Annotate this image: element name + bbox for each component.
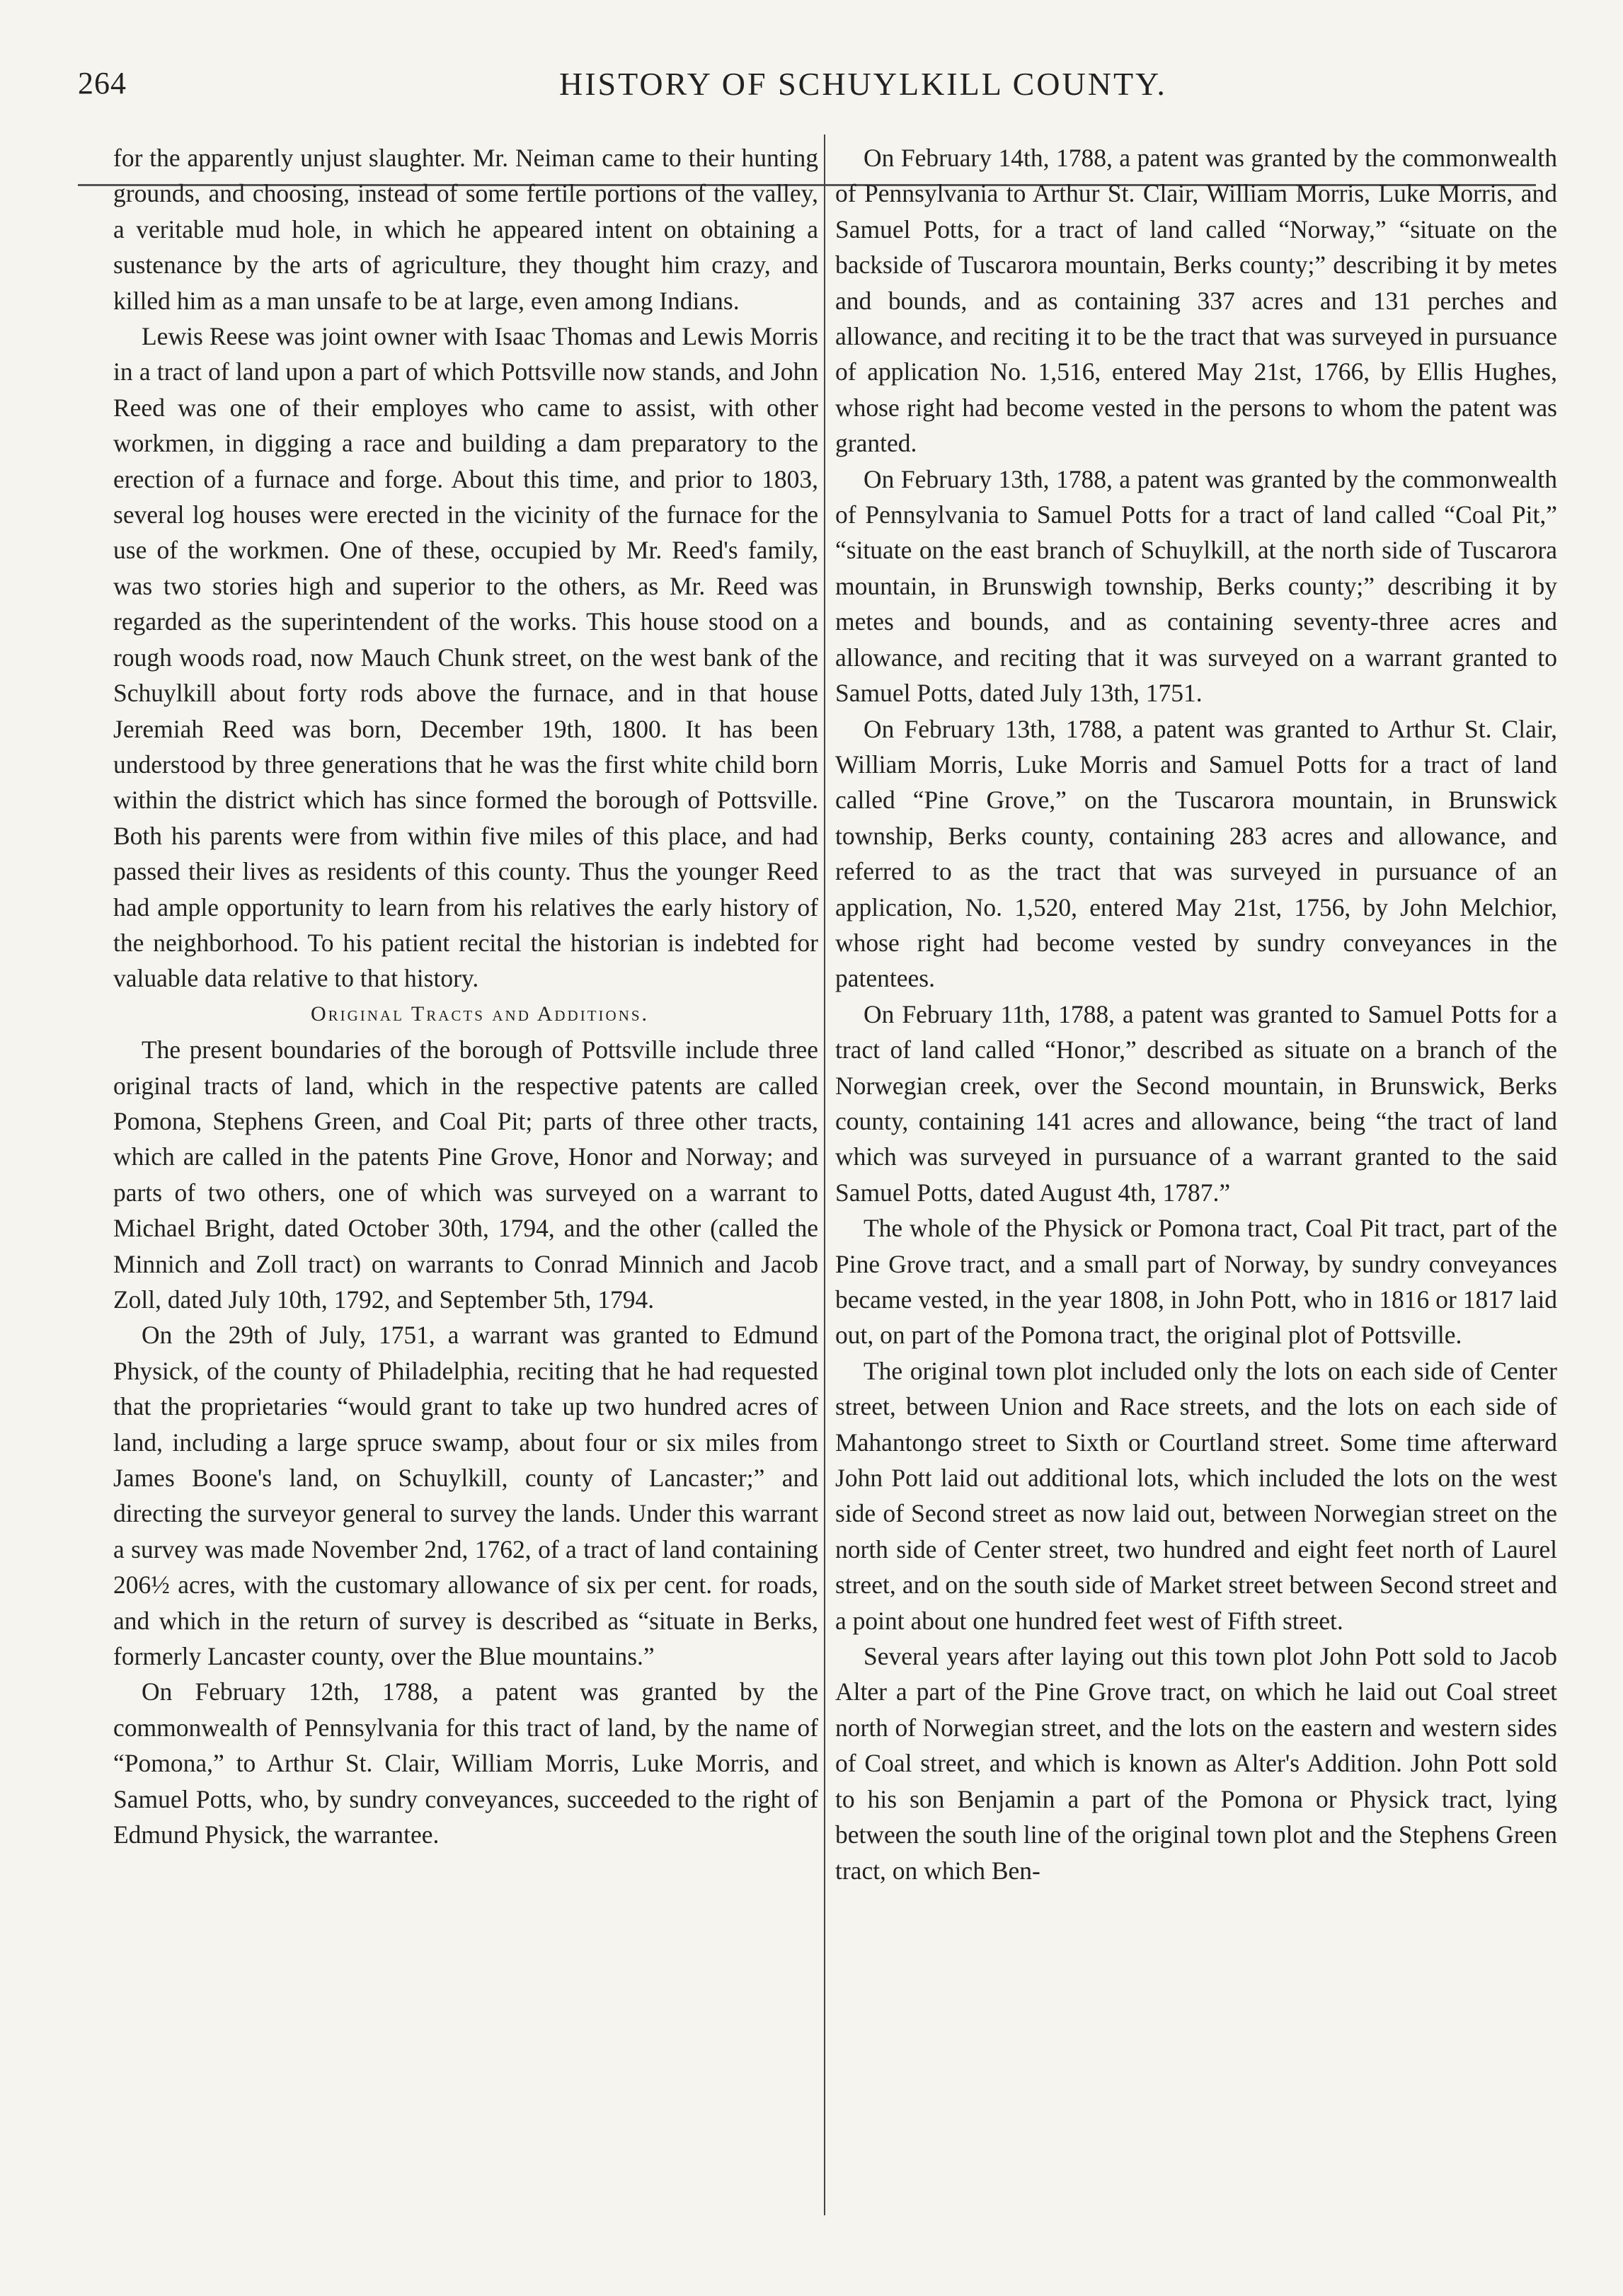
running-title: HISTORY OF SCHUYLKILL COUNTY.	[559, 66, 1167, 102]
paragraph: On February 12th, 1788, a patent was granted by the commonwealth of Pennsylvania for this tract of land, by the name of “Pomona,” to Arthur St. Clair, William Morris, Luke Morris, and Samuel Potts, who, by sundry conveyances, succeeded to the right of Edmund Physick, the warrantee.	[113, 1677, 818, 1849]
paragraph: Several years after laying out this town plot John Pott sold to Jacob Alter a part of the Pine Grove tract, on which he laid out Coal street north of Norwegian street, and the lots on the eastern and western sides of Coal street, and which is known as Alter's Addition. John Pott sold to his son Benjamin a part of the Pomona or Physick tract, lying between the south line of the original town plot and the Stephens Green tract, on which Ben-	[835, 1642, 1557, 1885]
column-divider	[824, 134, 825, 2215]
paragraph: On the 29th of July, 1751, a warrant was granted to Edmund Physick, of the county of Philadelphia, reciting that he had requested that the proprietaries “would grant to take up two hundred acres of land, including a large spruce swamp, about four or six miles from James Boone's land, on Schuylkill, county of Lancaster;” and directing the surveyor general to survey the lands. Under this warrant a survey was made November 2nd, 1762, of a tract of land containing 206½ acres, with the customary allowance of six per cent. for roads, and which in the return of survey is described as “situate in Berks, formerly Lancaster county, over the Blue mountains.”	[113, 1321, 818, 1671]
page-header	[78, 65, 1536, 122]
right-column	[835, 140, 1557, 1888]
paragraph: On February 13th, 1788, a patent was granted to Arthur St. Clair, William Morris, Luke Morris and Samuel Potts for a tract of land called “Pine Grove,” on the Tuscarora mountain, in Brunswick township, Berks county, containing 283 acres and allowance, and referred to as the tract that was surveyed in pursuance of an application, No. 1,520, entered May 21st, 1756, by John Melchior, whose right had become vested by sundry conveyances in the patentees.	[835, 714, 1557, 993]
paragraph: The present boundaries of the borough of Pottsville include three original tracts of land, which in the respective patents are called Pomona, Stephens Green, and Coal Pit; parts of three other tracts, which are called in the patents Pine Grove, Honor and Norway; and parts of two others, one of which was surveyed on a warrant to Michael Bright, dated October 30th, 1794, and the other (called the Minnich and Zoll tract) on warrants to Conrad Minnich and Jacob Zoll, dated July 10th, 1792, and September 5th, 1794.	[113, 1035, 818, 1314]
paragraph: On February 14th, 1788, a patent was granted by the commonwealth of Pennsylvania to Arthur St. Clair, William Morris, Luke Morris, and Samuel Potts, for a tract of land called “Norway,” “situate on the backside of Tuscarora mountain, Berks county;” describing it by metes and bounds, and as containing 337 acres and 131 perches and allowance, and reciting it to be the tract that was surveyed in pursuance of application No. 1,516, entered May 21st, 1766, by Ellis Hughes, whose right had become vested in the persons to whom the patent was granted.	[835, 144, 1557, 458]
paragraph: for the apparently unjust slaughter. Mr. Neiman came to their hunting grounds, and choosing, instead of some fertile portions of the valley, a veritable mud hole, in which he appeared intent on obtaining a sustenance by the arts of agriculture, they thought him crazy, and killed him as a man unsafe to be at large, even among Indians.	[113, 144, 818, 315]
left-column	[113, 140, 818, 1853]
section-heading: Original Tracts and Additions.	[310, 1001, 650, 1026]
paragraph: The original town plot included only the lots on each side of Center street, between Union and Race streets, and the lots on each side of Mahantongo street to Sixth or Courtland street. Some time afterward John Pott laid out additional lots, which included the lots on the west side of Second street as now laid out, between Norwegian street on the north side of Center street, two hundred and eight feet north of Laurel street, and on the south side of Market street between Second street and a point about one hundred feet west of Fifth street.	[835, 1356, 1557, 1635]
paragraph: On February 13th, 1788, a patent was granted by the commonwealth of Pennsylvania to Samuel Potts for a tract of land called “Coal Pit,” “situate on the east branch of Schuylkill, at the north side of Tuscarora mountain, in Brunswigh township, Berks county;” describing it by metes and bounds, and as containing seventy-three acres and allowance, and reciting that it was surveyed on a warrant granted to Samuel Potts, dated July 13th, 1751.	[835, 464, 1557, 708]
paragraph: On February 11th, 1788, a patent was granted to Samuel Potts for a tract of land called “Honor,” described as situate on a branch of the Norwegian creek, over the Second mountain, in Brunswick, Berks county, containing 141 acres and allowance, being “the tract of land which was surveyed in pursuance of a warrant granted to the said Samuel Potts, dated August 4th, 1787.”	[835, 999, 1557, 1207]
paragraph: Lewis Reese was joint owner with Isaac Thomas and Lewis Morris in a tract of land upon a part of which Pottsville now stands, and John Reed was one of their employes who came to assist, with other workmen, in digging a race and building a dam preparatory to the erection of a furnace and forge. About this time, and prior to 1803, several log houses were erected in the vicinity of the furnace for the use of the workmen. One of these, occupied by Mr. Reed's family, was two stories high and superior to the others, as Mr. Reed was regarded as the superintendent of the works. This house stood on a rough woods road, now Mauch Chunk street, on the west bank of the Schuylkill about forty rods above the furnace, and in that house Jeremiah Reed was born, December 19th, 1800. It has been understood by three generations that he was the first white child born within the district which has since formed the borough of Pottsville. Both his parents were from within five miles of this place, and had passed their lives as residents of this county. Thus the younger Reed had ample opportunity to learn from his relatives the early history of the neighborhood. To his patient recital the historian is indebted for valuable data relative to that history.	[113, 322, 818, 993]
paragraph: The whole of the Physick or Pomona tract, Coal Pit tract, part of the Pine Grove tract, and a small part of Norway, by sundry conveyances became vested, in the year 1808, in John Pott, who in 1816 or 1817 laid out, on part of the Pomona tract, the original plot of Pottsville.	[835, 1214, 1557, 1350]
page-number: 264	[78, 66, 127, 101]
